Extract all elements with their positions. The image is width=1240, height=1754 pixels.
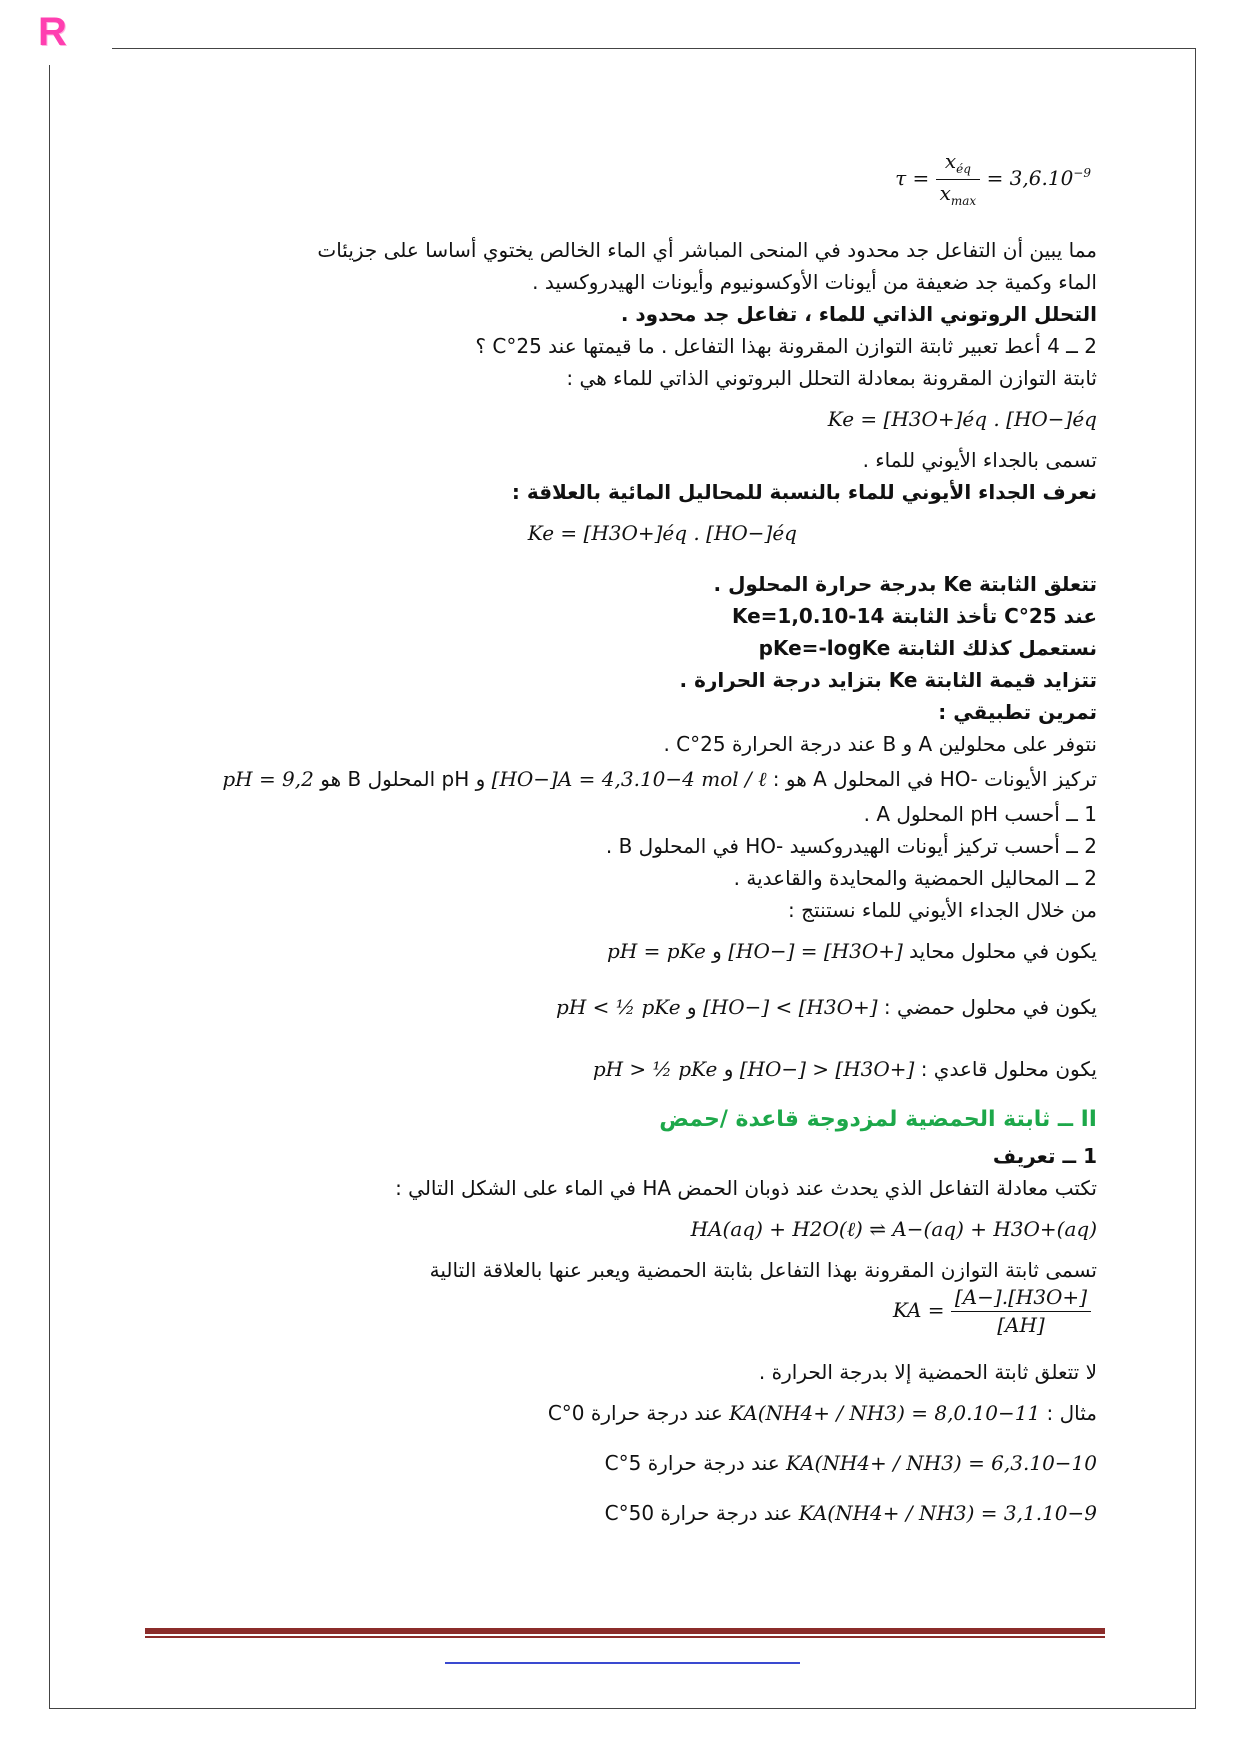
example-3 bbox=[180, 1488, 1097, 1538]
basic-and: و bbox=[723, 1057, 734, 1081]
frame-left-border bbox=[49, 65, 50, 1708]
ka-lhs: KA = bbox=[892, 1298, 945, 1322]
ka-text: تسمى ثابتة التوازن المقرونة بهذا التفاعل بثابتة الحمضية ويعبر عنها بالعلاقة التالية bbox=[429, 1258, 1097, 1282]
ionic-product-text: تسمى بالجداء الأيوني للماء . bbox=[862, 448, 1097, 472]
neutral-condition bbox=[180, 926, 1097, 976]
neutral-and: و bbox=[712, 939, 722, 963]
example-label: مثال : bbox=[1046, 1401, 1097, 1425]
paragraph-1b: الماء وكمية جد ضعيفة من أيونات الأوكسونيوم وأيونات الهيدروكسيد . bbox=[532, 270, 1097, 294]
tau-numerator: x bbox=[944, 149, 957, 173]
ka-denominator: [AH] bbox=[997, 1313, 1045, 1337]
exercise-conc-math: [HO−]A = 4,3.10−4 mol / ℓ bbox=[491, 767, 767, 791]
exercise-given: نتوفر على محلولين A و B عند درجة الحرارة 25°C . bbox=[663, 732, 1097, 756]
bold-statement-1: التحلل الروتوني الذاتي للماء ، تفاعل جد محدود . bbox=[620, 302, 1097, 326]
bold-25: عند 25°C تأخذ الثابتة Ke=1,0.10-14 bbox=[731, 604, 1097, 628]
acid-and: و bbox=[686, 995, 697, 1019]
neutral-ph: pH = pKe bbox=[607, 939, 706, 963]
ka-fraction bbox=[951, 1286, 1091, 1337]
ke-formula-2: Ke = [H3O+]éq . [HO−]éq bbox=[527, 521, 797, 545]
basic-condition bbox=[180, 1038, 1097, 1100]
logo: R bbox=[38, 10, 67, 54]
footer-bar bbox=[145, 1628, 1105, 1634]
example-1-math: KA(NH4+ / NH3) = 8,0.10−11 bbox=[729, 1401, 1041, 1425]
exercise-question-1: 1 ــ أحسب pH المحلول A . bbox=[863, 802, 1097, 826]
acid-ph: pH < ½ pKe bbox=[556, 995, 681, 1019]
tau-rhs: = 3,6.10 bbox=[986, 165, 1074, 190]
basic-text: يكون محلول قاعدي : bbox=[920, 1057, 1097, 1081]
exercise-ph-text: و pH المحلول B هو bbox=[320, 767, 486, 791]
example-3-temp: عند درجة حرارة 50°C bbox=[604, 1501, 793, 1525]
frame-right-border bbox=[1195, 48, 1196, 1708]
bold-definition: نعرف الجداء الأيوني للماء بالنسبة للمحاليل المائية بالعلاقة : bbox=[511, 480, 1097, 504]
exercise-data-line bbox=[180, 760, 1097, 798]
frame-bottom-border bbox=[49, 1708, 1196, 1709]
bold-pke: نستعمل كذلك الثابتة pKe=-logKe bbox=[758, 636, 1097, 660]
basic-math: [HO−] > [H3O+] bbox=[739, 1057, 915, 1081]
question-2-4: 2 ــ 4 أعط تعبير ثابتة التوازن المقرونة بهذا التفاعل . ما قيمتها عند 25°C ؟ bbox=[475, 334, 1097, 358]
definition-title: 1 ــ تعريف bbox=[992, 1144, 1097, 1168]
acid-math: [HO−] < [H3O+] bbox=[702, 995, 878, 1019]
frame-top-border bbox=[112, 48, 1195, 49]
exercise-conc-text: تركيز الأيونات -HO في المحلول A هو : bbox=[772, 767, 1097, 791]
exercise-title: تمرين تطبيقي : bbox=[938, 700, 1097, 724]
tau-numerator-sub: éq bbox=[956, 162, 971, 176]
acid-text: يكون في محلول حمضي : bbox=[883, 995, 1097, 1019]
neutral-text: يكون في محلول محايد bbox=[909, 939, 1097, 963]
tau-exponent: −9 bbox=[1073, 166, 1091, 181]
ke-formula-1: Ke = [H3O+]éq . [HO−]éq bbox=[827, 407, 1097, 431]
example-3-math: KA(NH4+ / NH3) = 3,1.10−9 bbox=[798, 1501, 1097, 1525]
ka-temperature-text: لا تتعلق ثابتة الحمضية إلا بدرجة الحرارة . bbox=[758, 1360, 1097, 1384]
definition-text: تكتب معادلة التفاعل الذي يحدث عند ذوبان الحمض HA في الماء على الشكل التالي : bbox=[395, 1176, 1097, 1200]
ka-numerator: [A−].[H3O+] bbox=[951, 1286, 1091, 1312]
example-2-temp: عند درجة حرارة 5°C bbox=[604, 1451, 780, 1475]
tau-fraction bbox=[936, 150, 981, 209]
example-1 bbox=[180, 1388, 1097, 1438]
tau-denominator-sub: max bbox=[950, 193, 977, 208]
bold-depends: تتعلق الثابتة Ke بدرجة حرارة المحلول . bbox=[713, 572, 1097, 596]
ke-intro: ثابتة التوازن المقرونة بمعادلة التحلل البروتوني الذاتي للماء هي : bbox=[566, 366, 1097, 390]
ka-formula bbox=[180, 1286, 1097, 1356]
section-2-title: II ــ ثابتة الحمضية لمزدوجة قاعدة /حمض bbox=[659, 1107, 1097, 1132]
example-2-math: KA(NH4+ / NH3) = 6,3.10−10 bbox=[785, 1451, 1097, 1475]
example-2 bbox=[180, 1438, 1097, 1488]
footer-line bbox=[145, 1636, 1105, 1638]
basic-ph: pH > ½ pKe bbox=[592, 1057, 718, 1081]
footer-link[interactable] bbox=[445, 1662, 800, 1664]
tau-formula bbox=[180, 150, 1097, 210]
neutral-math: [HO−] = [H3O+] bbox=[728, 939, 903, 963]
example-1-temp: عند درجة حرارة 0°C bbox=[547, 1401, 723, 1425]
reaction-equation: HA(aq) + H2O(ℓ) ⇌ A−(aq) + H3O+(aq) bbox=[690, 1217, 1097, 1241]
paragraph-1: مما يبين أن التفاعل جد محدود في المنحى المباشر أي الماء الخالص يختوي أساسا على جزيئات bbox=[317, 238, 1097, 262]
deduce-text: من خلال الجداء الأيوني للماء نستنتج : bbox=[788, 898, 1097, 922]
tau-lhs: τ = bbox=[895, 165, 930, 190]
exercise-question-2: 2 ــ أحسب تركيز أيونات الهيدروكسيد -HO في المحلول B . bbox=[605, 834, 1097, 858]
bold-increase: تتزايد قيمة الثابتة Ke بتزايد درجة الحرارة . bbox=[679, 668, 1097, 692]
document-page bbox=[180, 150, 1097, 1538]
exercise-question-3: 2 ــ المحاليل الحمضية والمحايدة والقاعدية . bbox=[733, 866, 1097, 890]
tau-denominator: x bbox=[939, 180, 951, 205]
acid-condition bbox=[180, 976, 1097, 1038]
exercise-ph-math: pH = 9,2 bbox=[222, 767, 314, 791]
